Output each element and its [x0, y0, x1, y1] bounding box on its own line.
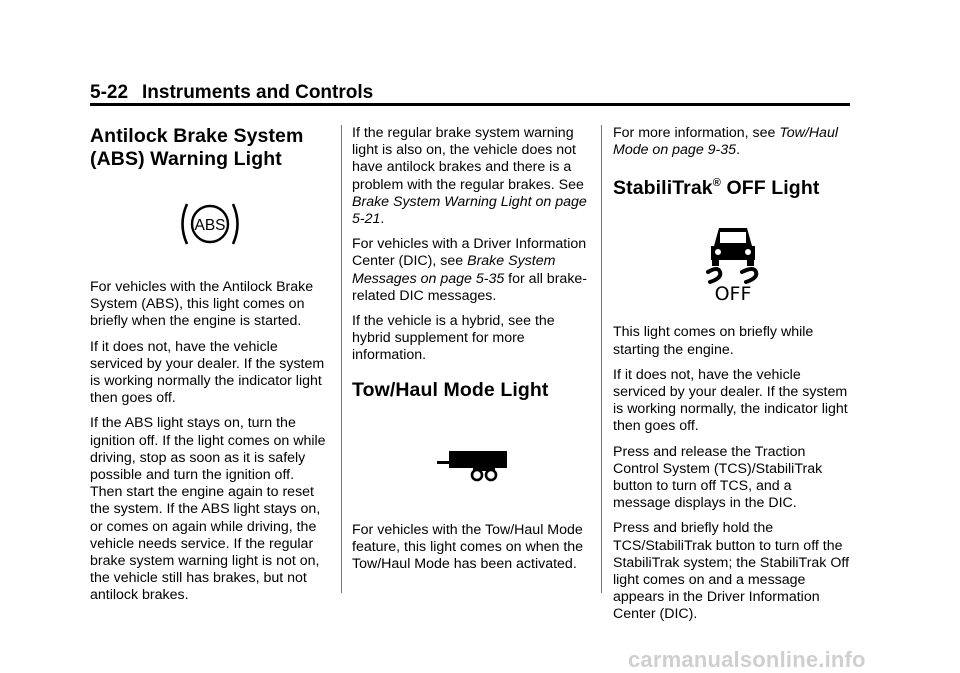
- stabilitrak-heading: StabiliTrak® OFF Light: [613, 177, 820, 200]
- abs-warning-icon: [90, 199, 330, 249]
- abs-paragraph-3: If the ABS light stays on, turn the ignition off. If the light comes on while driving, stop as soon as it is safely possible and turn the ignition off. Then start the engine again to reset the system. If the ABS light stays on, or comes on again while driving, the vehicle needs service. If the regular brake system warning light is not on, the vehicle still has brakes, but not antilock brakes.: [90, 415, 326, 604]
- stabilitrak-paragraph-4: Press and briefly hold the TCS/StabiliTrak button to turn off the StabiliTrak system; the StabiliTrak Off light comes on and a message appears in the Driver Information Center (DIC).: [613, 520, 850, 623]
- abs-paragraph-2: If it does not, have the vehicle serviced by your dealer. If the system is working normally the indicator light then goes off.: [90, 338, 325, 407]
- stabilitrak-paragraph-1: This light comes on briefly while starting the engine.: [613, 324, 814, 358]
- column-2: [352, 125, 592, 581]
- tow-haul-heading: Tow/Haul Mode Light: [352, 378, 549, 401]
- header-rule: [90, 103, 850, 106]
- brake-warning-ref-link[interactable]: Brake System Warning Light on page 5-21: [352, 193, 587, 228]
- brake-messages-ref-link[interactable]: Brake System Messages on page 5-35: [352, 253, 556, 287]
- column-1: [90, 125, 330, 613]
- brake-paragraph-3: If the vehicle is a hybrid, see the hybrid supplement for more information.: [352, 313, 555, 364]
- tow-haul-paragraph: For vehicles with the Tow/Haul Mode feature, this light comes on when the Tow/Haul Mode has been activated.: [352, 521, 584, 573]
- page-header: [90, 82, 850, 104]
- stabilitrak-paragraph-2: If it does not, have the vehicle serviced by your dealer. If the system is working normally, the indicator light then goes off.: [613, 366, 848, 435]
- stabilitrak-icon-text: OFF: [714, 283, 752, 303]
- abs-heading: Antilock Brake System (ABS) Warning Light: [90, 125, 304, 170]
- brake-paragraph-1: If the regular brake system warning light is also on, the vehicle does not have antilock brakes and there is a problem with the regular brakes. See Brake System Warning Light on page 5-21.: [352, 125, 587, 228]
- page-number: 5-22: [90, 82, 129, 103]
- section-title: Instruments and Controls: [142, 82, 374, 103]
- tow-haul-mode-ref-link[interactable]: Tow/Haul Mode on page 9-35: [613, 125, 838, 159]
- stabilitrak-off-icon: [613, 222, 853, 302]
- column-divider-2: [601, 125, 602, 593]
- watermark: carmanualsonline.info: [628, 647, 866, 672]
- column-divider-1: [341, 125, 342, 593]
- brake-paragraph-2: For vehicles with a Driver Information Center (DIC), see Brake System Messages on page 5-35 for all brake-related DIC messages.: [352, 236, 588, 304]
- abs-paragraph-1: For vehicles with the Antilock Brake System (ABS), this light comes on briefly when the engine is started.: [90, 279, 314, 330]
- stabilitrak-paragraph-3: Press and release the Traction Control System (TCS)/StabiliTrak button to turn off TCS, and a message displays in the DIC.: [613, 443, 823, 512]
- column-3: [613, 125, 853, 632]
- tow-haul-more-info: For more information, see Tow/Haul Mode on page 9-35.: [613, 125, 838, 159]
- abs-icon-text: ABS: [194, 217, 226, 234]
- tow-haul-icon: [352, 448, 592, 484]
